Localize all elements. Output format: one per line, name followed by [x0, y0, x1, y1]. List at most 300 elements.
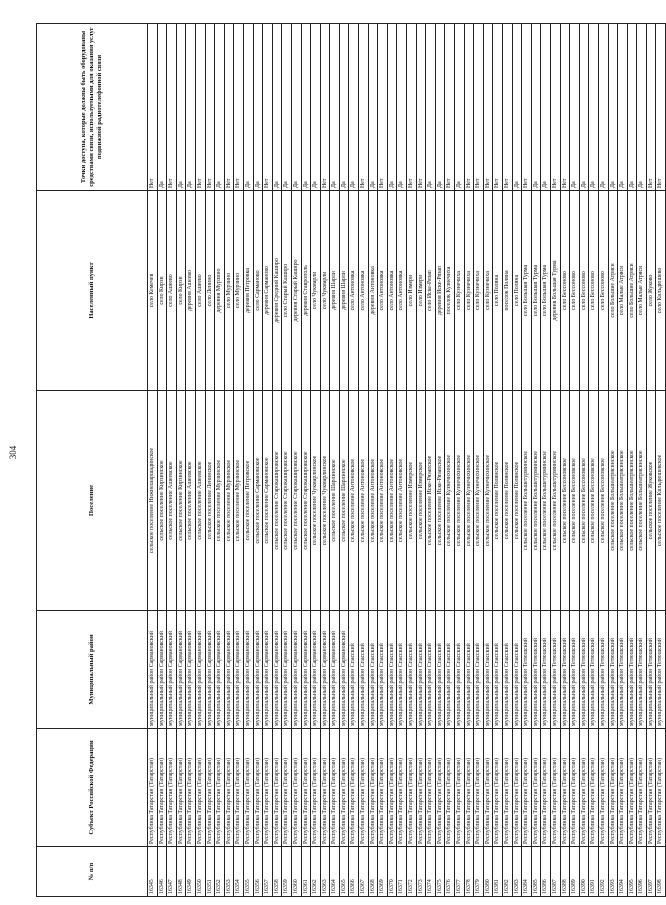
subject-cell: Республика Татарстан (Татарстан) [608, 729, 618, 847]
row-number: 16350 [195, 847, 205, 897]
municipal-district-cell: муниципальный район Тетюшский [579, 611, 589, 729]
locality-cell: село Ашеево [167, 191, 177, 391]
settlement-cell: сельское поселение Измерское [416, 391, 426, 611]
settlement-cell: сельское поселение Антоновское [368, 391, 378, 611]
row-number: 16392 [598, 847, 608, 897]
subject-cell: Республика Татарстан (Татарстан) [598, 729, 608, 847]
municipal-district-cell: муниципальный район Спасский [493, 611, 503, 729]
row-number: 16383 [512, 847, 522, 897]
locality-cell: село Бессоново [570, 191, 580, 391]
row-number: 16368 [368, 847, 378, 897]
subject-cell: Республика Татарстан (Татарстан) [224, 729, 234, 847]
access-point-cell: Да [435, 24, 445, 191]
municipal-district-cell: муниципальный район Сармановский [339, 611, 349, 729]
municipal-district-cell: муниципальный район Сармановский [253, 611, 263, 729]
access-point-cell: Да [253, 24, 263, 191]
settlement-cell: сельское поселение Жуковское [646, 391, 656, 611]
row-number: 16398 [656, 847, 666, 897]
access-point-cell: Да [512, 24, 522, 191]
subject-cell: Республика Татарстан (Татарстан) [550, 729, 560, 847]
access-point-cell: Да [618, 24, 628, 191]
subject-cell: Республика Татарстан (Татарстан) [195, 729, 205, 847]
municipal-district-cell: муниципальный район Спасский [359, 611, 369, 729]
locality-cell: село Большие Атряси [608, 191, 618, 391]
locality-cell: село Большие Атряси [627, 191, 637, 391]
municipal-district-cell: муниципальный район Сармановский [224, 611, 234, 729]
table-row [195, 24, 205, 897]
locality-cell: деревня Шарли [339, 191, 349, 391]
access-point-cell: Да [570, 24, 580, 191]
subject-cell: Республика Татарстан (Татарстан) [234, 729, 244, 847]
settlement-cell: сельское поселение Ленинское [205, 391, 215, 611]
access-point-cell: Нет [263, 24, 273, 191]
access-point-cell: Нет [167, 24, 177, 191]
settlement-cell: сельское поселение Мурзинское [224, 391, 234, 611]
subject-cell: Республика Татарстан (Татарстан) [627, 729, 637, 847]
subject-cell: Республика Татарстан (Татарстан) [378, 729, 388, 847]
access-point-cell: Нет [195, 24, 205, 191]
row-number: 16384 [522, 847, 532, 897]
table-row [291, 24, 301, 897]
subject-cell: Республика Татарстан (Татарстан) [167, 729, 177, 847]
settlement-cell: сельское поселение Кузнечихинское [445, 391, 455, 611]
municipal-district-cell: муниципальный район Тетюшский [550, 611, 560, 729]
access-point-cell: Да [291, 24, 301, 191]
subject-cell: Республика Татарстан (Татарстан) [416, 729, 426, 847]
table-row [253, 24, 263, 897]
municipal-district-cell: муниципальный район Сармановский [234, 611, 244, 729]
settlement-cell: сельское поселение Шарлинское [339, 391, 349, 611]
locality-cell: село Большая Турма [541, 191, 551, 391]
subject-cell: Республика Татарстан (Татарстан) [570, 729, 580, 847]
settlement-cell: сельское поселение Большетурминское [550, 391, 560, 611]
row-number: 16348 [176, 847, 186, 897]
subject-cell: Республика Татарстан (Татарстан) [656, 729, 666, 847]
locality-cell: деревня Большая Турма [550, 191, 560, 391]
municipal-district-cell: муниципальный район Сармановский [282, 611, 292, 729]
access-point-cell: Нет [646, 24, 656, 191]
settlement-cell: сельское поселение Антоновское [349, 391, 359, 611]
table-row [368, 24, 378, 897]
locality-cell: поселок Поляна [502, 191, 512, 391]
locality-cell: село Антоновка [349, 191, 359, 391]
access-point-cell: Да [387, 24, 397, 191]
subject-cell: Республика Татарстан (Татарстан) [618, 729, 628, 847]
row-number: 16388 [560, 847, 570, 897]
locality-cell: село Иске-Рязап [426, 191, 436, 391]
access-point-cell: Да [637, 24, 647, 191]
access-point-cell: Да [301, 24, 311, 191]
access-point-cell: Да [627, 24, 637, 191]
locality-cell: село Кирзи [176, 191, 186, 391]
row-number: 16361 [301, 847, 311, 897]
table-row [416, 24, 426, 897]
subject-cell: Республика Татарстан (Татарстан) [176, 729, 186, 847]
col-header-municipal-district: Муниципальный район [37, 611, 148, 729]
access-point-cell: Да [397, 24, 407, 191]
table-row [176, 24, 186, 897]
subject-cell: Республика Татарстан (Татарстан) [272, 729, 282, 847]
subject-cell: Республика Татарстан (Татарстан) [320, 729, 330, 847]
access-point-cell: Да [541, 24, 551, 191]
row-number: 16382 [502, 847, 512, 897]
access-point-cell: Нет [550, 24, 560, 191]
access-point-cell: Да [186, 24, 196, 191]
municipal-district-cell: муниципальный район Сармановский [157, 611, 167, 729]
settlement-cell: сельское поселение Нижнешаршадинское [148, 391, 158, 611]
row-number: 16389 [570, 847, 580, 897]
access-point-cell: Да [455, 24, 465, 191]
settlement-cell: сельское поселение Большетурминское [522, 391, 532, 611]
table-row [493, 24, 503, 897]
table-row [426, 24, 436, 897]
subject-cell: Республика Татарстан (Татарстан) [455, 729, 465, 847]
access-point-cell: Нет [560, 24, 570, 191]
subject-cell: Республика Татарстан (Татарстан) [330, 729, 340, 847]
row-number: 16364 [330, 847, 340, 897]
locality-cell: село Антоновка [359, 191, 369, 391]
settlement-cell: сельское поселение Шарлинское [330, 391, 340, 611]
row-number: 16349 [186, 847, 196, 897]
row-number: 16354 [234, 847, 244, 897]
municipal-district-cell: муниципальный район Спасский [474, 611, 484, 729]
locality-cell: село Кемечев [148, 191, 158, 391]
table-row [445, 24, 455, 897]
municipal-district-cell: муниципальный район Сармановский [311, 611, 321, 729]
row-number: 16365 [339, 847, 349, 897]
locality-cell: село Бессоново [598, 191, 608, 391]
locality-cell: село Сарманово [253, 191, 263, 391]
table-row [397, 24, 407, 897]
row-number: 16378 [464, 847, 474, 897]
subject-cell: Республика Татарстан (Татарстан) [512, 729, 522, 847]
access-point-cell: Да [215, 24, 225, 191]
settlement-cell: сельское поселение Бессоновское [589, 391, 599, 611]
settlement-cell: сельское поселение Сармановское [253, 391, 263, 611]
locality-cell: село Кузнечиха [474, 191, 484, 391]
table-row [522, 24, 532, 897]
table-row [234, 24, 244, 897]
locality-cell: деревня Сарманово [263, 191, 273, 391]
municipal-district-cell: муниципальный район Спасский [378, 611, 388, 729]
subject-cell: Республика Татарстан (Татарстан) [445, 729, 455, 847]
access-point-cell: Нет [483, 24, 493, 191]
municipal-district-cell: муниципальный район Тетюшский [598, 611, 608, 729]
settlement-cell: сельское поселение Старокашировское [272, 391, 282, 611]
row-number: 16356 [253, 847, 263, 897]
settlement-cell: сельское поселение Полянское [502, 391, 512, 611]
locality-cell: село Чукмарли [311, 191, 321, 391]
subject-cell: Республика Татарстан (Татарстан) [291, 729, 301, 847]
settlement-cell: сельское поселение Бессоновское [560, 391, 570, 611]
row-number: 16362 [311, 847, 321, 897]
row-number: 16395 [627, 847, 637, 897]
table-row [157, 24, 167, 897]
locality-cell: село Антоновка [387, 191, 397, 391]
subject-cell: Республика Татарстан (Татарстан) [263, 729, 273, 847]
municipal-district-cell: муниципальный район Спасский [426, 611, 436, 729]
locality-cell: село Большая Турма [531, 191, 541, 391]
row-number: 16369 [378, 847, 388, 897]
settlement-cell: сельское поселение Иске-Рязапское [426, 391, 436, 611]
municipal-district-cell: муниципальный район Тетюшский [589, 611, 599, 729]
access-point-cell: Да [243, 24, 253, 191]
table-row [282, 24, 292, 897]
access-point-cell: Да [330, 24, 340, 191]
municipal-district-cell: муниципальный район Спасский [512, 611, 522, 729]
table-row [512, 24, 522, 897]
table-row [320, 24, 330, 897]
row-number: 16397 [646, 847, 656, 897]
access-point-cell: Да [598, 24, 608, 191]
row-number: 16359 [282, 847, 292, 897]
municipal-district-cell: муниципальный район Спасский [502, 611, 512, 729]
municipal-district-cell: муниципальный район Сармановский [301, 611, 311, 729]
municipal-district-cell: муниципальный район Сармановский [167, 611, 177, 729]
subject-cell: Республика Татарстан (Татарстан) [186, 729, 196, 847]
row-number: 16377 [455, 847, 465, 897]
row-number: 16386 [541, 847, 551, 897]
access-point-cell: Да [531, 24, 541, 191]
row-number: 16387 [550, 847, 560, 897]
table-row [579, 24, 589, 897]
settlement-cell: сельское поселение Старокашировское [301, 391, 311, 611]
settlement-cell: сельское поселение Большетурминское [531, 391, 541, 611]
col-header-subject: Субъект Российской Федерации [37, 729, 148, 847]
subject-cell: Республика Татарстан (Татарстан) [215, 729, 225, 847]
subject-cell: Республика Татарстан (Татарстан) [339, 729, 349, 847]
table-row [205, 24, 215, 897]
municipal-district-cell: муниципальный район Сармановский [195, 611, 205, 729]
settlement-cell: сельское поселение Кирзинское [176, 391, 186, 611]
locality-cell: село Жуково [646, 191, 656, 391]
table-row [349, 24, 359, 897]
access-point-cell: Нет [416, 24, 426, 191]
row-number: 16367 [359, 847, 369, 897]
access-point-cell: Нет [205, 24, 215, 191]
access-point-cell: Да [368, 24, 378, 191]
access-point-cell: Нет [224, 24, 234, 191]
locality-cell: поселок Кузнечиха [445, 191, 455, 391]
col-header-number: № п/п [37, 847, 148, 897]
table-row [483, 24, 493, 897]
subject-cell: Республика Татарстан (Татарстан) [426, 729, 436, 847]
table-row [608, 24, 618, 897]
settlement-cell: сельское поселение Ашеевское [195, 391, 205, 611]
table-row [167, 24, 177, 897]
row-number: 16396 [637, 847, 647, 897]
municipal-district-cell: муниципальный район Спасский [464, 611, 474, 729]
access-point-cell: Нет [234, 24, 244, 191]
subject-cell: Республика Татарстан (Татарстан) [589, 729, 599, 847]
row-number: 16390 [579, 847, 589, 897]
locality-cell: село Кирзи [157, 191, 167, 391]
access-point-cell: Нет [522, 24, 532, 191]
table-row [474, 24, 484, 897]
settlement-cell: сельское поселение Большеатрясинское [637, 391, 647, 611]
subject-cell: Республика Татарстан (Татарстан) [301, 729, 311, 847]
settlement-cell: сельское поселение Ашеевское [167, 391, 177, 611]
municipal-district-cell: муниципальный район Сармановский [186, 611, 196, 729]
row-number: 16358 [272, 847, 282, 897]
row-number: 16371 [397, 847, 407, 897]
settlement-cell: сельское поселение Большеатрясинское [627, 391, 637, 611]
access-point-cell: Нет [502, 24, 512, 191]
table-row [263, 24, 273, 897]
table-row [637, 24, 647, 897]
subject-cell: Республика Татарстан (Татарстан) [387, 729, 397, 847]
access-point-cell: Нет [148, 24, 158, 191]
municipal-district-cell: муниципальный район Сармановский [148, 611, 158, 729]
locality-cell: село Антоновка [397, 191, 407, 391]
settlement-cell: сельское поселение Мурзинское [215, 391, 225, 611]
row-number: 16385 [531, 847, 541, 897]
row-number: 16363 [320, 847, 330, 897]
table-row [311, 24, 321, 897]
table-row [541, 24, 551, 897]
access-point-cell: Да [426, 24, 436, 191]
locality-cell: село Измери [416, 191, 426, 391]
locality-cell: село Мурзино [234, 191, 244, 391]
table-row [215, 24, 225, 897]
locality-cell: село Бессоново [560, 191, 570, 391]
access-point-cell: Нет [464, 24, 474, 191]
settlement-cell: сельское поселение Антоновское [378, 391, 388, 611]
table-row [378, 24, 388, 897]
settlement-cell: сельское поселение Кузнечихинское [455, 391, 465, 611]
row-number: 16394 [618, 847, 628, 897]
row-number: 16381 [493, 847, 503, 897]
col-header-locality: Населенный пункт [37, 191, 148, 391]
access-point-cell: Нет [407, 24, 417, 191]
subject-cell: Республика Татарстан (Татарстан) [502, 729, 512, 847]
municipal-district-cell: муниципальный район Тетюшский [560, 611, 570, 729]
locality-cell: село Поляна [512, 191, 522, 391]
settlement-cell: сельское поселение Кильдюшевское [656, 391, 666, 611]
locality-cell: село Измери [407, 191, 417, 391]
row-number: 16376 [445, 847, 455, 897]
subject-cell: Республика Татарстан (Татарстан) [282, 729, 292, 847]
row-number: 16357 [263, 847, 273, 897]
table-row [502, 24, 512, 897]
access-point-cell: Нет [378, 24, 388, 191]
subject-cell: Республика Татарстан (Татарстан) [474, 729, 484, 847]
access-point-cell: Да [579, 24, 589, 191]
locality-cell: село Старый Каширо [282, 191, 292, 391]
subject-cell: Республика Татарстан (Татарстан) [253, 729, 263, 847]
table-row [618, 24, 628, 897]
table-row [570, 24, 580, 897]
settlement-cell: сельское поселение Большеатрясинское [618, 391, 628, 611]
table-row [387, 24, 397, 897]
locality-cell: деревня Мурзино [215, 191, 225, 391]
municipal-district-cell: муниципальный район Тетюшский [618, 611, 628, 729]
locality-cell: село Большая Турма [522, 191, 532, 391]
subject-cell: Республика Татарстан (Татарстан) [157, 729, 167, 847]
access-point-cell: Нет [656, 24, 666, 191]
row-number: 16370 [387, 847, 397, 897]
row-number: 16366 [349, 847, 359, 897]
municipal-district-cell: муниципальный район Сармановский [215, 611, 225, 729]
row-number: 16352 [215, 847, 225, 897]
access-point-cell: Да [282, 24, 292, 191]
settlement-cell: сельское поселение Чукмарлинское [311, 391, 321, 611]
municipal-district-cell: муниципальный район Тетюшский [656, 611, 666, 729]
table-row [656, 24, 666, 897]
subject-cell: Республика Татарстан (Татарстан) [407, 729, 417, 847]
municipal-district-cell: муниципальный район Спасский [483, 611, 493, 729]
municipal-district-cell: муниципальный район Тетюшский [570, 611, 580, 729]
page-number: 304 [8, 445, 18, 460]
access-point-cell: Нет [493, 24, 503, 191]
access-point-cell: Да [157, 24, 167, 191]
locality-cell: деревня Ставрополь [301, 191, 311, 391]
table-row [627, 24, 637, 897]
subject-cell: Республика Татарстан (Татарстан) [397, 729, 407, 847]
table-row [272, 24, 282, 897]
table-body [148, 24, 666, 897]
settlement-cell: сельское поселение Измерское [407, 391, 417, 611]
settlement-cell: сельское поселение Ашеевское [186, 391, 196, 611]
access-point-cell: Да [339, 24, 349, 191]
row-number: 16380 [483, 847, 493, 897]
locality-cell: село Кильдюшево [656, 191, 666, 391]
table-row [598, 24, 608, 897]
table-row [224, 24, 234, 897]
locality-cell: село Бессоново [589, 191, 599, 391]
locality-cell: деревня Петровка [243, 191, 253, 391]
table-row [531, 24, 541, 897]
subject-cell: Республика Татарстан (Татарстан) [243, 729, 253, 847]
settlement-cell: сельское поселение Полянское [512, 391, 522, 611]
table-row [330, 24, 340, 897]
row-number: 16391 [589, 847, 599, 897]
municipal-district-cell: муниципальный район Спасский [387, 611, 397, 729]
municipal-district-cell: муниципальный район Тетюшский [522, 611, 532, 729]
municipal-district-cell: муниципальный район Спасский [416, 611, 426, 729]
table-row [186, 24, 196, 897]
locality-cell: село Чукмарли [320, 191, 330, 391]
subject-cell: Республика Татарстан (Татарстан) [637, 729, 647, 847]
settlement-cell: сельское поселение Иске-Рязапское [435, 391, 445, 611]
locality-cell: село Кузнечиха [464, 191, 474, 391]
settlement-cell: сельское поселение Кузнечихинское [464, 391, 474, 611]
row-number: 16372 [407, 847, 417, 897]
locality-cell: деревня Шарли [330, 191, 340, 391]
municipal-district-cell: муниципальный район Сармановский [272, 611, 282, 729]
locality-cell: село Ашеево [195, 191, 205, 391]
row-number: 16393 [608, 847, 618, 897]
locality-cell: село Ленино [205, 191, 215, 391]
subject-cell: Республика Татарстан (Татарстан) [646, 729, 656, 847]
access-point-cell: Да [272, 24, 282, 191]
municipal-district-cell: муниципальный район Сармановский [243, 611, 253, 729]
municipal-district-cell: муниципальный район Спасский [435, 611, 445, 729]
access-point-cell: Да [311, 24, 321, 191]
col-header-settlement: Поселение [37, 391, 148, 611]
subject-cell: Республика Татарстан (Татарстан) [579, 729, 589, 847]
settlement-cell: сельское поселение Чукмарлинское [320, 391, 330, 611]
settlement-cell: сельское поселение Бессоновское [579, 391, 589, 611]
col-header-access-point: Точки доступа, которые должны быть оборудованы средствами связи, используемыми для оказания услуг подвижной радиотелефонной связи [37, 24, 148, 191]
access-point-cell: Нет [474, 24, 484, 191]
municipal-district-cell: муниципальный район Спасский [349, 611, 359, 729]
locality-cell: село Кузнечиха [483, 191, 493, 391]
table-row [435, 24, 445, 897]
row-number: 16347 [167, 847, 177, 897]
settlement-cell: сельское поселение Антоновское [387, 391, 397, 611]
subject-cell: Республика Татарстан (Татарстан) [435, 729, 445, 847]
